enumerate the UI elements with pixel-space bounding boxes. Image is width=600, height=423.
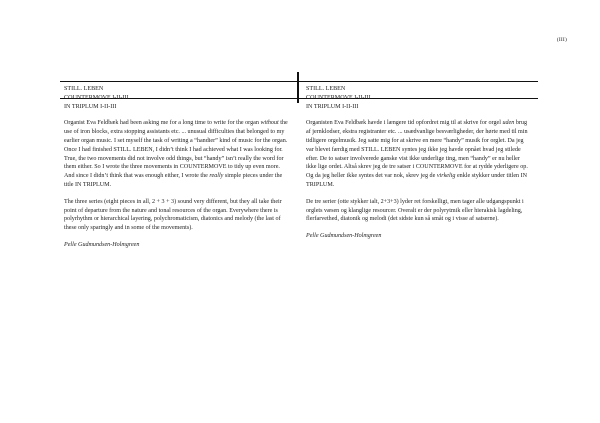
english-title: STILL. LEBEN: [64, 86, 104, 92]
header-rule-top: [60, 81, 538, 82]
page-number: (III): [556, 37, 567, 43]
danish-title: STILL. LEBEN: [306, 86, 346, 92]
english-p1-text-b: the use of iron blocks, extra stopping assistants etc. ... unusual difficulties that belonged to my earlier organ music. I set myself the task of writing a “handier” kind of music for the organ. Once I had finished STILL. LEBEN, I didn’t think I had achieved what I was looking for. True, the two movements did not involve odd things, but “handy” isn’t really the word for them either. So I wrote the three movements in COUNTERMOVE to tidy up even more. And since I didn’t think that was enough either, I wrote the: [64, 120, 288, 180]
danish-p1-text-c: enkle stykker under titlen IN TRIPLUM.: [306, 173, 528, 188]
danish-paragraph-1: [306, 119, 531, 189]
column-divider: [297, 72, 299, 103]
english-signature: Pelle Gudmundsen-Holmgreen: [64, 241, 140, 248]
english-paragraph-2: The three series (eight pieces in all, 2 + 3 + 3) sound very different, but they all take their point of departure from the nature and tonal resources of the organ. Everywhere there is polyrhythm or hierarchical layering, polychromaticism, diatonics and melody (the last of these only sparingly and in some of the movements).: [64, 198, 282, 232]
danish-subtitle-countermove: COUNTERMOVE I-II-III: [306, 94, 371, 101]
english-p1-emphasis-2: really: [209, 173, 224, 180]
danish-p1-text-b: brug af jernklodser, ekstra registranter etc. ... usædvanlige besværligheder, der hørte med til min tidligere orgelmusik. Jeg satte mig for at skrive en mere “handy” musik for orglet. Da jeg var blevet færdig med STILL. LEBEN syntes jeg ikke jeg havde opnået hvad jeg stilede efter. De to satser involverede ganske vist ikke underlige ting, men “handy” er nu heller ikke lige ordet. Altså skrev jeg de tre satser i COUNTERMOVE for at rydde yderligere op. Og da jeg heller ikke syntes det var nok, skrev jeg de: [306, 120, 528, 180]
english-paragraph-1: [64, 119, 289, 189]
danish-subtitle-in-triplum: IN TRIPLUM I-II-III: [306, 103, 359, 110]
english-subtitle-in-triplum: IN TRIPLUM I-II-III: [64, 103, 117, 110]
danish-column: [306, 85, 531, 241]
english-p1-text-a: Organist Eva Feldbæk had been asking me for a long time to write for the organ: [64, 120, 261, 127]
danish-p1-text-a: Organisten Eva Feldbæk havde i længere tid opfordret mig til at skrive for orgel: [306, 120, 503, 127]
danish-signature: Pelle Gudmundsen-Holmgreen: [306, 233, 382, 240]
english-column: [64, 85, 289, 250]
english-subtitle-countermove: COUNTERMOVE I-II-III: [64, 94, 129, 101]
danish-p1-emphasis: uden: [502, 120, 515, 127]
english-p1-emphasis: without: [260, 120, 279, 127]
english-p1-text-c: simple pieces under the title IN TRIPLUM.: [64, 173, 283, 188]
danish-p1-emphasis-2: virkelig: [436, 173, 456, 180]
danish-paragraph-2: De tre serier (otte stykker ialt, 2+3+3) lyder ret forskelligt, men tager alle udgangspunkt i orglets væsen og klanglige resourcer. Overalt er der polyrytmik eller hierakisk lagdeling, flerfarvethed, diatonik og melodi (det sidste kun så småt og i visse af satserne).: [306, 198, 524, 223]
